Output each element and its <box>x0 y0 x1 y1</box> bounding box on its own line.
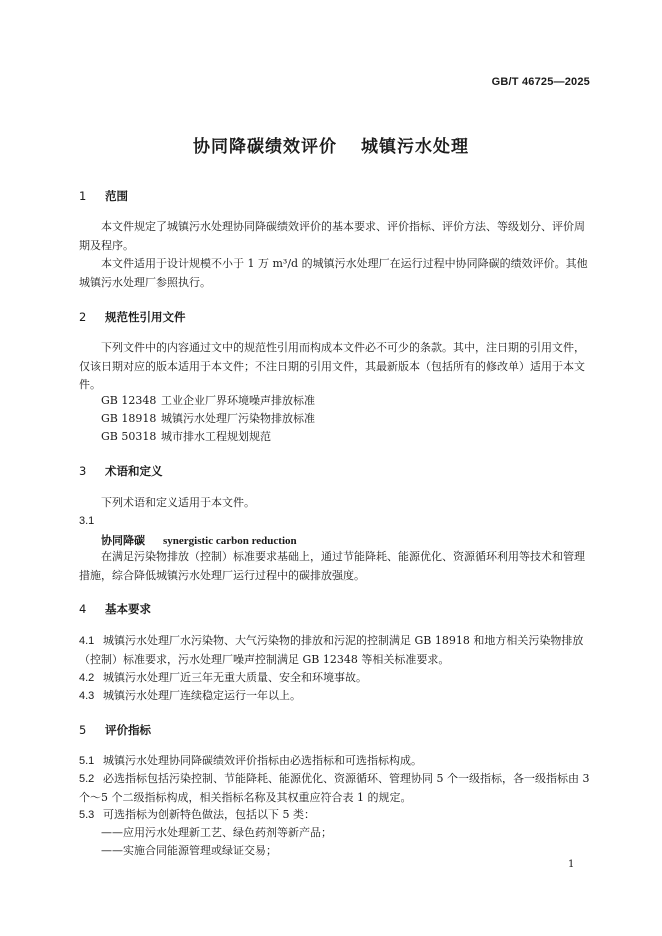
section-title: 规范性引用文件 <box>105 310 186 324</box>
reference-code: GB 18918 <box>101 412 157 425</box>
section-number: 1 <box>79 189 87 203</box>
term-chinese: 协同降碳 <box>101 534 145 547</box>
clause-number: 4.2 <box>79 672 95 684</box>
reference-code: GB 50318 <box>101 430 157 443</box>
page-number: 1 <box>568 859 575 870</box>
section-title: 范围 <box>105 189 128 203</box>
clause-4-2 <box>79 669 591 688</box>
section-2-heading <box>79 309 186 325</box>
term-definition: 在满足污染物排放（控制）标准要求基础上，通过节能降耗、能源优化、资源循环利用等技术和管理措施，综合降低城镇污水处理厂运行过程中的碳排放强度。 <box>79 550 585 582</box>
clause-number: 5.2 <box>79 773 95 785</box>
standard-number: GB/T 46725—2025 <box>491 76 590 88</box>
section-5-heading <box>79 722 151 738</box>
clause-text: 城镇污水处理厂连续稳定运行一年以上。 <box>103 689 301 702</box>
section-1-paragraph-2: 本文件适用于设计规模不小于 1 万 m³/d 的城镇污水处理厂在运行过程中协同降碳的绩效评价。其他城镇污水处理厂参照执行。 <box>79 257 588 289</box>
section-number: 2 <box>79 310 87 324</box>
reference-item <box>101 428 271 446</box>
clause-text: 城镇污水处理协同降碳绩效评价指标由必选指标和可选指标构成。 <box>103 754 422 767</box>
term-entry <box>101 532 297 548</box>
reference-code: GB 12348 <box>101 394 157 407</box>
clause-text: 城镇污水处理厂近三年无重大质量、安全和环境事故。 <box>103 671 367 684</box>
clause-number: 5.3 <box>79 809 95 821</box>
clause-5-1 <box>79 752 591 771</box>
clause-5-2 <box>79 770 591 807</box>
term-number: 3.1 <box>79 515 95 527</box>
clause-4-3 <box>79 687 591 706</box>
clause-5-3 <box>79 806 591 825</box>
clause-text: 城镇污水处理厂水污染物、大气污染物的排放和污泥的控制满足 GB 18918 和地方相关污染物排放（控制）标准要求，污水处理厂噪声控制满足 GB 12348 等相关标准要求。 <box>79 634 584 666</box>
term-english: synergistic carbon reduction <box>163 535 297 547</box>
reference-item <box>101 410 315 428</box>
section-4-heading <box>79 601 151 617</box>
clause-number: 4.1 <box>79 635 95 647</box>
section-1-heading <box>79 188 128 204</box>
reference-name: 工业企业厂界环境噪声排放标准 <box>161 394 315 407</box>
clause-text: 必选指标包括污染控制、节能降耗、能源优化、资源循环、管理协同 5 个一级指标，各一级指标由 3 个～5 个二级指标构成，相关指标名称及其权重应符合表 1 的规定。 <box>79 772 590 804</box>
term-intro: 下列术语和定义适用于本文件。 <box>101 496 255 509</box>
section-number: 3 <box>79 464 87 478</box>
section-3-heading <box>79 463 163 479</box>
clause-number: 4.3 <box>79 690 95 702</box>
section-2-paragraph: 下列文件中的内容通过文中的规范性引用而构成本文件必不可少的条款。其中，注日期的引用文件，仅该日期对应的版本适用于本文件；不注日期的引用文件，其最新版本（包括所有的修改单）适用于本文件。 <box>79 341 585 391</box>
title-part-1: 协同降碳绩效评价 <box>193 137 337 157</box>
clause-text: 可选指标为创新特色做法，包括以下 5 类： <box>103 808 315 821</box>
reference-item <box>101 392 315 410</box>
list-item: ——实施合同能源管理或绿证交易； <box>101 844 277 857</box>
section-number: 4 <box>79 602 87 616</box>
section-title: 基本要求 <box>105 602 151 616</box>
clause-number: 5.1 <box>79 755 95 767</box>
section-title: 评价指标 <box>105 723 151 737</box>
section-title: 术语和定义 <box>105 464 163 478</box>
reference-name: 城镇污水处理厂污染物排放标准 <box>161 412 315 425</box>
section-number: 5 <box>79 723 87 737</box>
reference-name: 城市排水工程规划规范 <box>161 430 271 443</box>
list-item: ——应用污水处理新工艺、绿色药剂等新产品； <box>101 826 332 839</box>
clause-4-1 <box>79 632 591 669</box>
title-part-2: 城镇污水处理 <box>361 137 469 157</box>
section-1-paragraph-1: 本文件规定了城镇污水处理协同降碳绩效评价的基本要求、评价指标、评价方法、等级划分、评价周期及程序。 <box>79 220 585 252</box>
document-title <box>0 132 662 157</box>
